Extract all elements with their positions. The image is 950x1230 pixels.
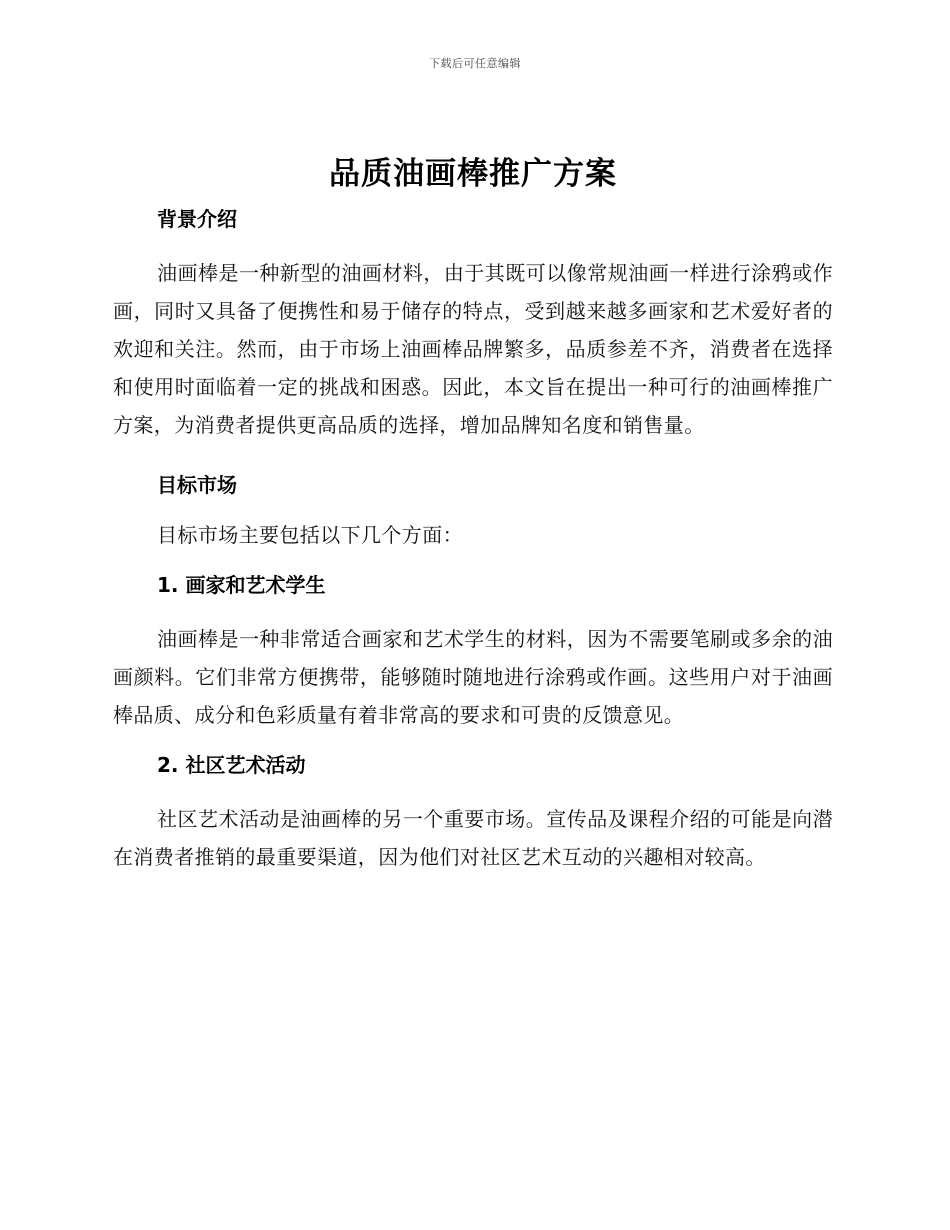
section-heading-background: 背景介绍 (157, 207, 237, 231)
subheading-community-art: 2. 社区艺术活动 (157, 753, 306, 777)
document-body (113, 148, 833, 876)
paragraph-artists-students: 油画棒是一种非常适合画家和艺术学生的材料，因为不需要笔刷或多余的油画颜料。它们非常方便携带，能够随时随地进行涂鸦或作画。这些用户对于油画棒品质、成分和色彩质量有着非常高的要求和可贵的反馈意见。 (113, 627, 833, 727)
page-header-note: 下载后可任意编辑 (429, 57, 521, 70)
subheading-artists-students: 1. 画家和艺术学生 (157, 573, 326, 597)
document-title: 品质油画棒推广方案 (329, 156, 617, 192)
section-heading-target-market: 目标市场 (157, 473, 237, 497)
paragraph-community-art: 社区艺术活动是油画棒的另一个重要市场。宣传品及课程介绍的可能是向潜在消费者推销的最重要渠道，因为他们对社区艺术互动的兴趣相对较高。 (113, 807, 833, 869)
paragraph-target-market-intro: 目标市场主要包括以下几个方面： (157, 523, 463, 547)
paragraph-background: 油画棒是一种新型的油画材料，由于其既可以像常规油画一样进行涂鸦或作画，同时又具备了便携性和易于储存的特点，受到越来越多画家和艺术爱好者的欢迎和关注。然而，由于市场上油画棒品牌繁多，品质参差不齐，消费者在选择和使用时面临着一定的挑战和困惑。因此，本文旨在提出一种可行的油画棒推广方案，为消费者提供更高品质的选择，增加品牌知名度和销售量。 (113, 261, 833, 437)
